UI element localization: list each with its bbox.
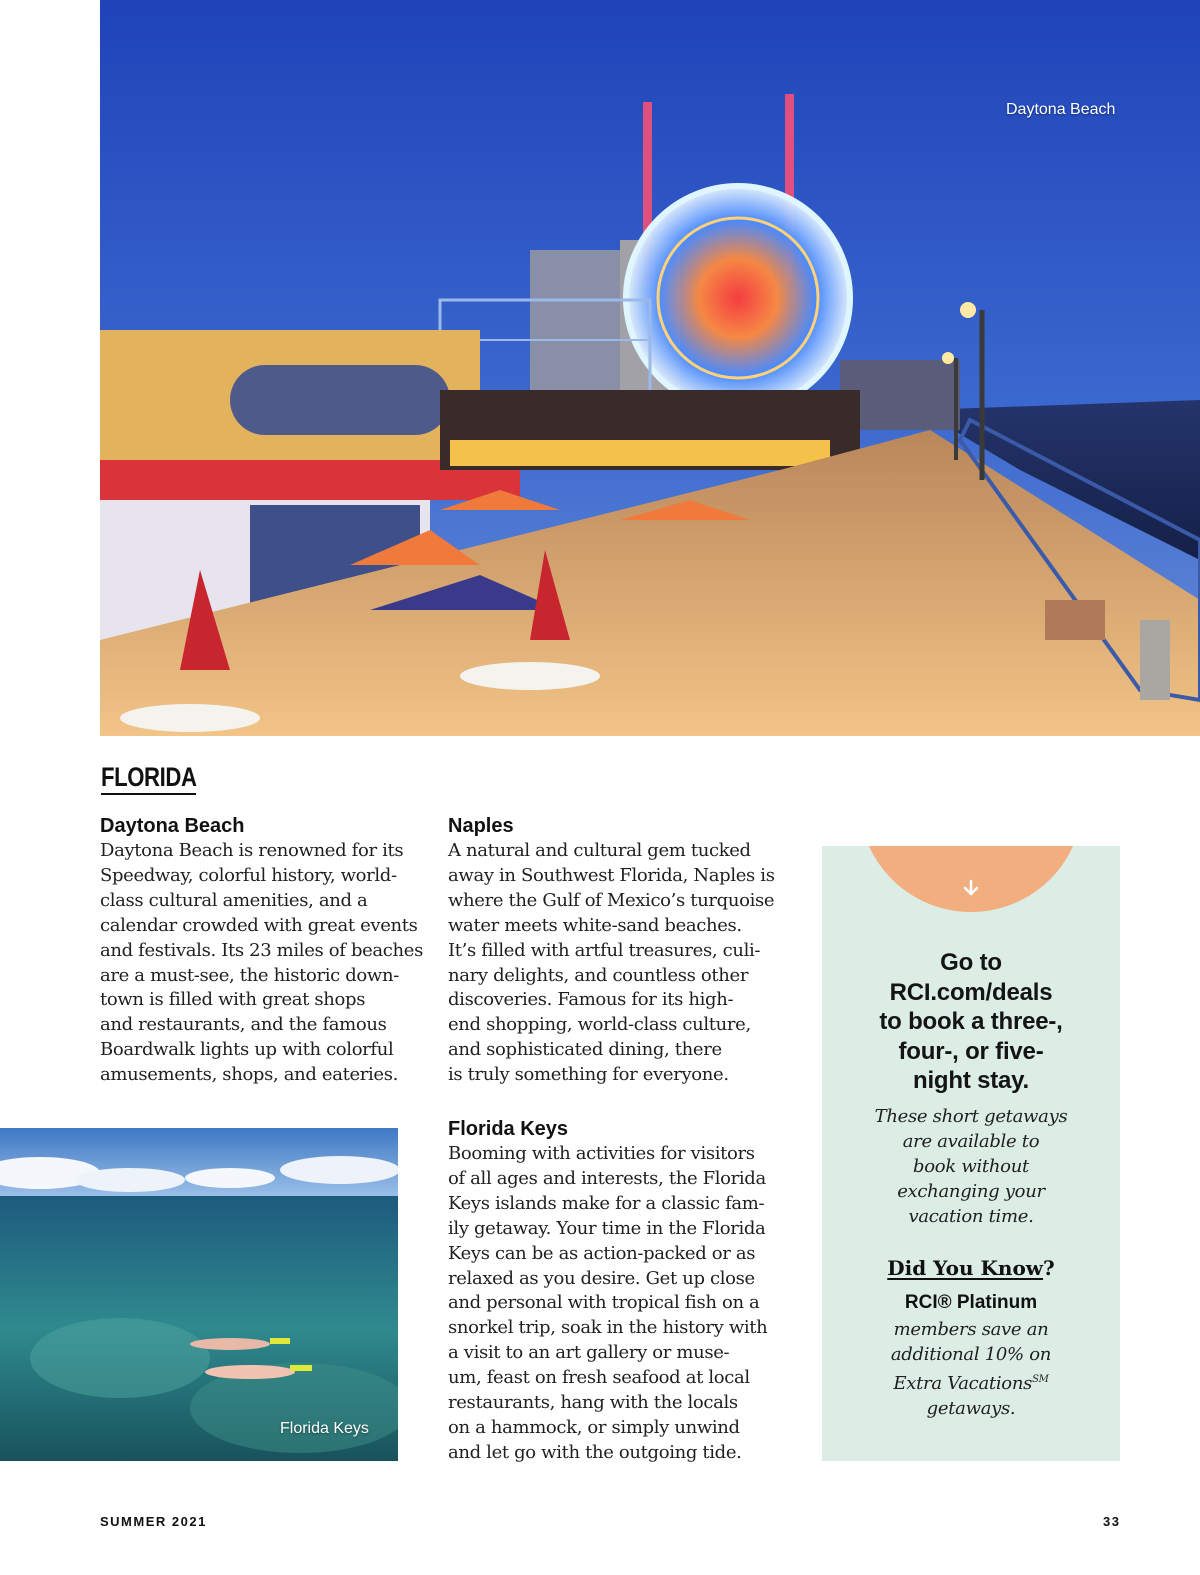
page-number: 33 [1103, 1514, 1121, 1529]
did-you-know-mark: ? [1043, 1256, 1055, 1280]
callout-subtext: These short getaways are available to book without exchanging your vacation time. [874, 1106, 1068, 1227]
article-body: Daytona Beach is renowned for its Speedway, colorful history, world- class cultural amenities, and a calendar crowded with great events and festivals. Its 23 miles of beaches are a must-see, the historic down- town is filled with great shops and restaurants, and the famous Boardwalk lights up with colorful amusements, shops, and eateries. [100, 840, 423, 1086]
keys-photo [0, 1128, 398, 1461]
section-title: FLORIDA [101, 762, 197, 795]
did-you-know-body [842, 1317, 1100, 1421]
service-mark: SM [1032, 1374, 1049, 1385]
article-body: Booming with activities for visitors of all ages and interests, the Florida Keys islands make for a classic fam- ily getaway. Your time in the Florida Keys can be as action-packed or as relaxed as you desire. Get up close and personal with tropical fish on a snorkel trip, soak in the history with a visit to an art gallery or muse- um, feast on fresh seafood at local restaurants, hang with the locals on a hammock, or simply unwind and let go with the outgoing tide. [448, 1143, 768, 1463]
hero-caption: Daytona Beach [1006, 101, 1116, 118]
dyk-line: members save an [893, 1319, 1049, 1340]
callout-headline: Go to RCI.com/deals to book a three-, four-, or five- night stay. [879, 949, 1063, 1094]
dyk-line: additional 10% on [890, 1344, 1052, 1365]
hero-photo [100, 0, 1200, 736]
did-you-know-heading [842, 1256, 1100, 1280]
keys-caption: Florida Keys [280, 1420, 369, 1437]
dyk-extra-vacations: Extra Vacations [893, 1373, 1033, 1394]
snorkelers-image [0, 1128, 398, 1461]
did-you-know-label: Did You Know [887, 1256, 1044, 1280]
dyk-line [842, 1367, 1100, 1396]
article-naples [448, 814, 788, 1088]
article-daytona-beach [100, 814, 440, 1088]
article-heading: Daytona Beach [100, 815, 245, 837]
article-heading: Naples [448, 815, 514, 837]
platinum-label: RCI® Platinum [904, 1292, 1038, 1313]
issue-label: SUMMER 2021 [100, 1514, 207, 1529]
deals-callout [822, 846, 1120, 1461]
article-heading: Florida Keys [448, 1118, 569, 1140]
article-florida-keys [448, 1117, 788, 1466]
article-body: A natural and cultural gem tucked away in Southwest Florida, Naples is where the Gulf of Mexico’s turquoise water meets white-sand beaches. It’s filled with artful treasures, culi- nary delights, and countless other discoveries. Famous for its high- end shopping, world-class culture, and sophisticated dining, there is truly something for everyone. [448, 840, 775, 1086]
dyk-line: getaways. [926, 1398, 1016, 1419]
arrow-down-icon [961, 878, 981, 898]
